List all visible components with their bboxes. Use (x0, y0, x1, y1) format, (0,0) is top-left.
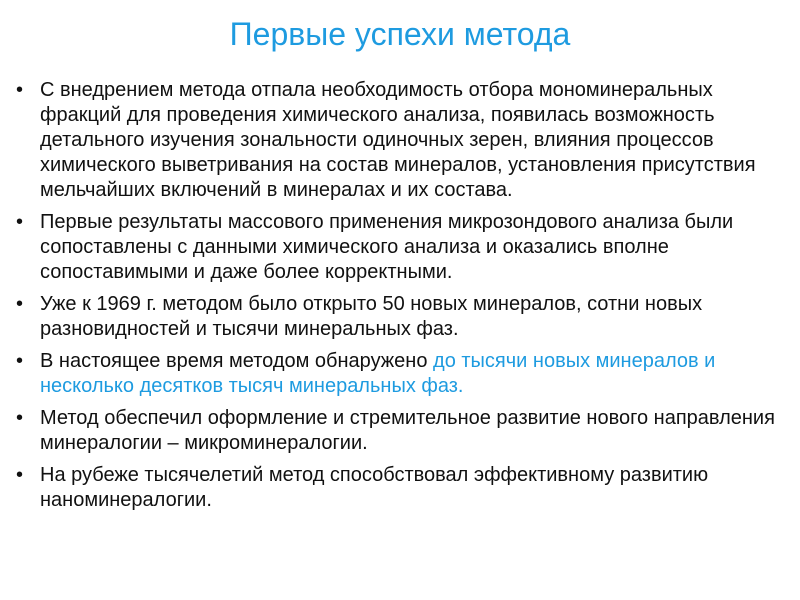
slide-title: Первые успехи метода (229, 16, 571, 52)
bullet-icon: • (16, 350, 24, 372)
bullet-item (0, 349, 800, 399)
bullet-icon: • (16, 211, 24, 233)
bullet-item (0, 463, 800, 513)
bullet-icon: • (16, 464, 24, 486)
bullet-icon: • (16, 79, 24, 101)
bullet-item (0, 78, 800, 203)
bullet-icon: • (16, 407, 24, 429)
bullet-text: С внедрением метода отпала необходимость отбора мономинеральных фракций для проведения химического анализа, появилась возможность детального изучения зональности одиночных зерен, влияния процессов химического выветривания на состав минералов, установления присутствия мельчайших включений в минералах и их состава. (40, 79, 756, 201)
bullet-item (0, 292, 800, 342)
bullet-text: Метод обеспечил оформление и стремительное развитие нового направления минералогии – микроминералогии. (40, 407, 775, 454)
bullet-text: На рубеже тысячелетий метод способствовал эффективному развитию наноминералогии. (40, 464, 709, 511)
bullet-text: В настоящее время методом обнаружено (40, 350, 434, 372)
bullet-text: Первые результаты массового применения микрозондового анализа были сопоставлены с данными химического анализа и оказались вполне сопоставимыми и даже более корректными. (40, 211, 734, 283)
bullet-icon: • (16, 293, 24, 315)
bullet-list (0, 78, 800, 520)
bullet-item (0, 406, 800, 456)
bullet-item (0, 210, 800, 285)
bullet-text: Уже к 1969 г. методом было открыто 50 новых минералов, сотни новых разновидностей и тысячи минеральных фаз. (40, 293, 703, 340)
bullet-highlight-text: до тысячи новых минералов и несколько десятков тысяч минеральных фаз. (40, 350, 716, 397)
